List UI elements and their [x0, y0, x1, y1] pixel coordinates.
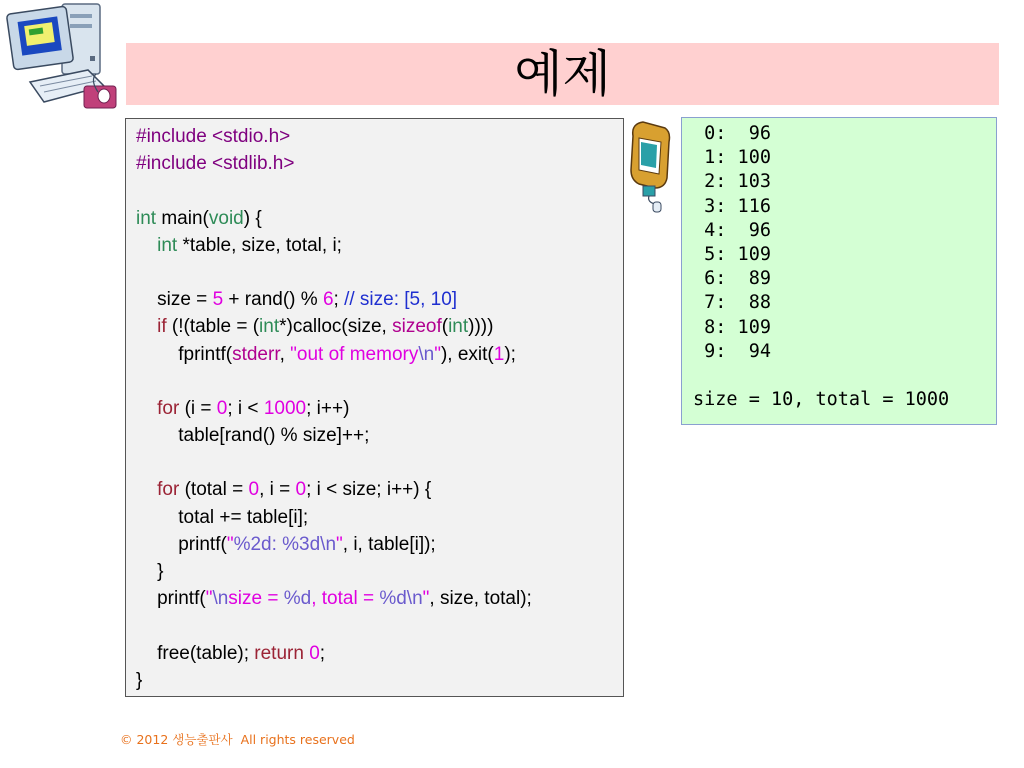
- code-token: 1: [493, 343, 505, 365]
- code-token: 5: [212, 289, 224, 311]
- code-line: [136, 205, 532, 232]
- output-line: 3: 116: [693, 195, 771, 217]
- code-token: , i, table[i]);: [342, 533, 436, 555]
- code-token: // size: [5, 10]: [344, 289, 458, 311]
- code-token: free(table);: [136, 642, 255, 664]
- copyright-footer: © 2012 생능출판사 All rights reserved: [120, 732, 355, 747]
- code-token: "out of memory: [290, 343, 419, 365]
- code-token: 6: [322, 289, 334, 311]
- code-token: %d: [283, 588, 312, 610]
- code-token: 1000: [263, 397, 307, 419]
- code-token: int: [157, 234, 178, 256]
- code-token: + rand() %: [223, 289, 323, 311]
- code-token: (!(table = (: [166, 316, 260, 338]
- code-token: [136, 398, 157, 419]
- code-listing: [136, 123, 532, 694]
- output-line: 2: 103: [693, 171, 771, 193]
- title-bar: [126, 43, 999, 105]
- code-line: [136, 123, 532, 150]
- code-line: [136, 476, 532, 503]
- monitor-mascot-icon: [627, 118, 673, 214]
- code-line: [136, 232, 532, 259]
- code-line: [136, 341, 532, 368]
- code-line: [136, 313, 532, 340]
- code-token: [136, 479, 157, 500]
- code-token: stderr: [232, 343, 280, 365]
- code-token: (total =: [179, 479, 249, 501]
- code-token: ; i++): [306, 397, 350, 419]
- code-token: int: [448, 316, 469, 338]
- code-line: [136, 449, 532, 476]
- code-token: int: [259, 316, 280, 338]
- code-token: ;: [333, 289, 345, 311]
- code-token: ": [205, 588, 213, 610]
- code-token: for: [157, 479, 180, 501]
- code-token: table[rand() % size]++;: [136, 425, 370, 447]
- code-token: *)calloc(size,: [279, 316, 393, 338]
- code-token: ": [434, 343, 441, 365]
- code-token: %2d: %3d\n: [233, 533, 337, 555]
- code-token: 0: [295, 479, 307, 501]
- code-token: return: [254, 642, 304, 664]
- code-token: ) {: [243, 207, 262, 229]
- code-token: #include <stdio.h>: [136, 126, 291, 147]
- code-line: [136, 585, 532, 612]
- computer-clipart-icon: [0, 0, 122, 112]
- code-line: [136, 558, 532, 585]
- code-token: 0: [216, 397, 228, 419]
- code-token: printf(: [136, 588, 206, 610]
- code-token: \n: [418, 343, 435, 365]
- code-token: ": [226, 533, 234, 555]
- code-token: , i =: [259, 479, 296, 501]
- code-line: [136, 667, 532, 694]
- code-token: );: [504, 343, 516, 365]
- code-line: [136, 286, 532, 313]
- code-token: \n: [212, 588, 229, 610]
- code-token: 0: [248, 479, 260, 501]
- code-line: [136, 612, 532, 639]
- code-token: printf(: [136, 533, 227, 555]
- code-token: sizeof: [392, 316, 442, 338]
- code-token: void: [208, 207, 244, 229]
- output-line: 4: 96: [693, 219, 771, 241]
- output-panel: [681, 117, 997, 425]
- code-line: [136, 395, 532, 422]
- code-token: ), exit(: [440, 343, 494, 365]
- output-line: 5: 109: [693, 243, 771, 265]
- code-token: size =: [136, 289, 213, 311]
- output-line: [693, 364, 949, 388]
- code-token: main(: [156, 207, 209, 229]
- code-line: [136, 177, 532, 204]
- code-token: size =: [228, 588, 284, 610]
- program-output: [693, 122, 949, 412]
- code-token: 0: [309, 642, 320, 664]
- code-token: ": [422, 588, 430, 610]
- output-line: 9: 94: [693, 340, 771, 362]
- code-token: , total =: [311, 588, 380, 610]
- code-token: *table, size, total, i;: [177, 234, 342, 256]
- code-token: ; i <: [227, 397, 264, 419]
- code-token: }: [136, 561, 164, 582]
- code-token: for: [157, 397, 180, 419]
- code-token: (i =: [179, 397, 217, 419]
- code-token: #include <stdlib.h>: [136, 153, 295, 175]
- code-token: if: [157, 316, 167, 338]
- code-token: (: [441, 316, 449, 338]
- code-panel: [125, 118, 624, 697]
- output-line: 6: 89: [693, 268, 771, 290]
- code-line: [136, 531, 532, 558]
- code-token: ": [336, 533, 343, 555]
- code-line: [136, 150, 532, 177]
- code-token: total += table[i];: [136, 506, 309, 528]
- code-token: )))): [468, 316, 494, 338]
- code-token: [136, 316, 157, 337]
- output-line: size = 10, total = 1000: [693, 389, 950, 411]
- output-line: 8: 109: [693, 316, 771, 338]
- code-line: [136, 259, 532, 286]
- output-line: 7: 88: [693, 292, 771, 314]
- output-line: 1: 100: [693, 147, 771, 169]
- code-token: , size, total);: [429, 588, 532, 610]
- code-token: fprintf(: [136, 343, 233, 365]
- code-token: int: [136, 207, 157, 229]
- code-token: }: [136, 669, 143, 691]
- code-line: [136, 640, 532, 667]
- code-line: [136, 504, 532, 531]
- code-token: ;: [319, 642, 326, 664]
- code-line: [136, 368, 532, 395]
- output-line: 0: 96: [693, 123, 771, 144]
- code-line: [136, 422, 532, 449]
- code-token: [136, 235, 157, 256]
- slide-title: 예제: [514, 45, 611, 103]
- code-token: %d\n: [379, 588, 423, 610]
- code-token: ; i < size; i++) {: [306, 479, 432, 501]
- code-token: ,: [279, 343, 291, 365]
